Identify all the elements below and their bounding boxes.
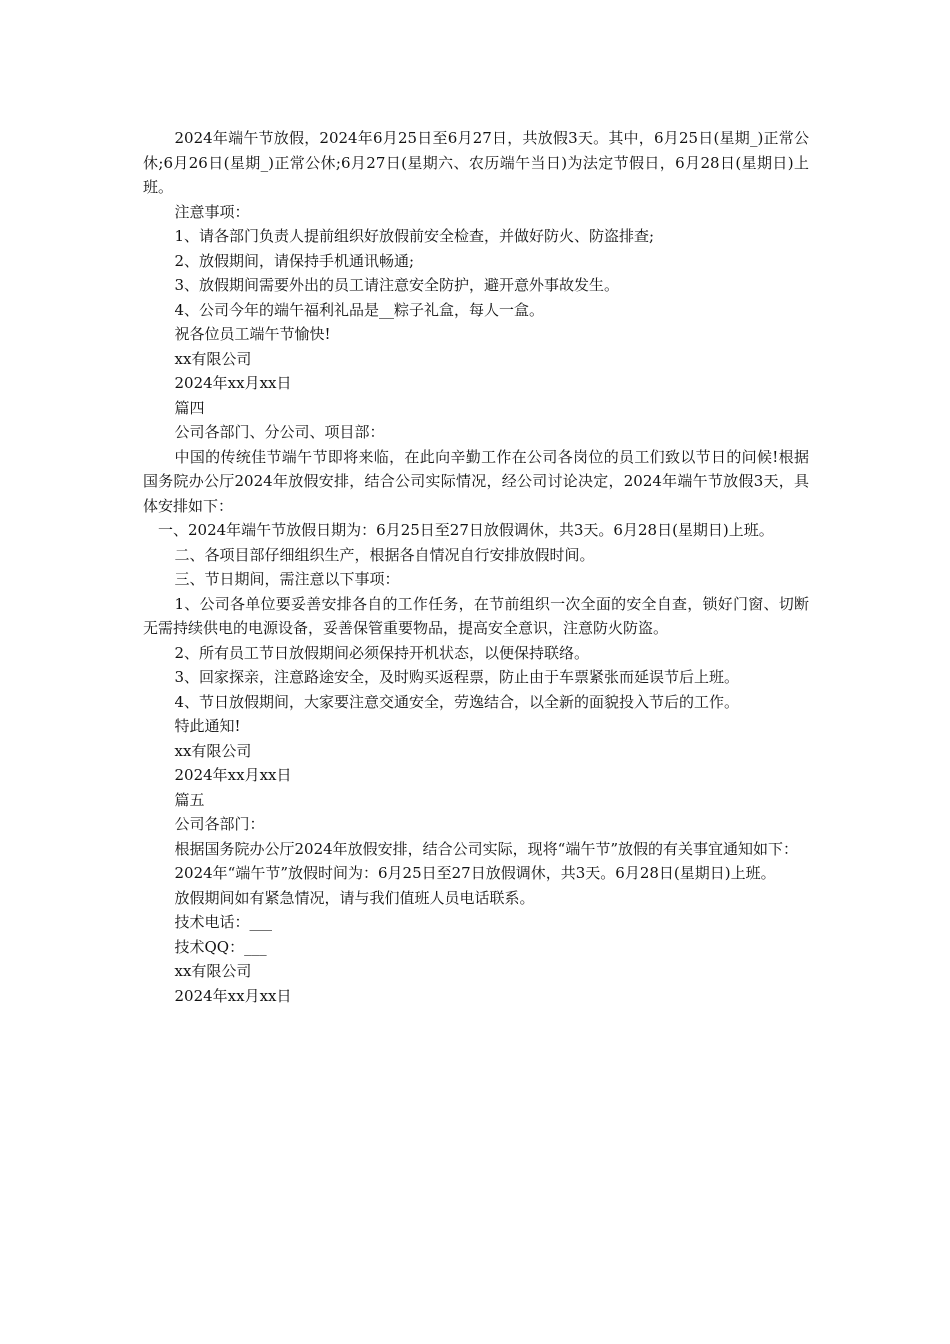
- paragraph-item-3: 三、节日期间，需注意以下事项：: [174, 570, 400, 588]
- document-body: [143, 126, 809, 1008]
- paragraph-note-2: 2、放假期间，请保持手机通讯畅通;: [174, 251, 415, 270]
- paragraph-recipients: 公司各部门、分公司、项目部：: [174, 423, 385, 441]
- paragraph-greeting: 祝各位员工端午节愉快!: [174, 325, 331, 343]
- section-title-5: 篇五: [174, 790, 205, 809]
- paragraph-intro: 根据国务院办公厅2024年放假安排，结合公司实际，现将“端午节”放假的有关事宜通知如下：: [174, 839, 799, 858]
- paragraph-subitem-4: 4、节日放假期间，大家要注意交通安全，劳逸结合，以全新的面貌投入节后的工作。: [174, 692, 740, 711]
- paragraph-intro: 中国的传统佳节端午节即将来临，在此向辛勤工作在公司各岗位的员工们致以节日的问候!根据国务院办公厅2024年放假安排，结合公司实际情况，经公司讨论决定，2024年端午节放假3天，具体安排如下：: [143, 447, 809, 515]
- paragraph-note-3: 3、放假期间需要外出的员工请注意安全防护，避开意外事故发生。: [174, 276, 620, 294]
- paragraph-subitem-3: 3、回家探亲，注意路途安全，及时购买返程票，防止由于车票紧张而延误节后上班。: [174, 668, 740, 686]
- signature-date: 2024年xx月xx日: [174, 374, 292, 392]
- paragraph-holiday-time: 2024年“端午节”放假时间为：6月25日至27日放假调休，共3天。6月28日(星期日)上班。: [174, 864, 776, 882]
- paragraph-notice-end: 特此通知!: [174, 717, 241, 735]
- signature-date: 2024年xx月xx日: [174, 766, 292, 784]
- tech-phone-line: 技术电话：___: [174, 913, 273, 931]
- paragraph-emergency-contact: 放假期间如有紧急情况，请与我们值班人员电话联系。: [174, 888, 535, 907]
- company-signature: xx有限公司: [174, 741, 252, 760]
- paragraph-item-1: 一、2024年端午节放假日期为：6月25日至27日放假调休，共3天。6月28日(星期日)上班。: [158, 521, 774, 539]
- paragraph-notes-heading: 注意事项：: [174, 202, 250, 221]
- section-title-4: 篇四: [174, 398, 205, 417]
- company-signature: xx有限公司: [174, 349, 252, 368]
- signature-date: 2024年xx月xx日: [174, 986, 292, 1005]
- paragraph-recipients: 公司各部门：: [174, 815, 265, 833]
- paragraph-item-2: 二、各项目部仔细组织生产，根据各自情况自行安排放假时间。: [174, 545, 595, 564]
- company-signature: xx有限公司: [174, 962, 252, 980]
- paragraph-note-1: 1、请各部门负责人提前组织好放假前安全检查，并做好防火、防盗排查;: [174, 227, 655, 245]
- paragraph-subitem-2: 2、所有员工节日放假期间必须保持开机状态，以便保持联络。: [174, 643, 590, 662]
- paragraph-note-4: 4、公司今年的端午福利礼品是__粽子礼盒，每人一盒。: [174, 300, 545, 319]
- paragraph-holiday-schedule: 2024年端午节放假，2024年6月25日至6月27日，共放假3天。其中，6月25日(星期_)正常公休;6月26日(星期_)正常公休;6月27日(星期六、农历端午当日)为法定节假日，6月28日(星期日)上班。: [143, 129, 809, 196]
- tech-qq-line: 技术QQ：___: [174, 937, 267, 956]
- paragraph-subitem-1: 1、公司各单位要妥善安排各自的工作任务，在节前组织一次全面的安全自查，锁好门窗、切断无需持续供电的电源设备，妥善保管重要物品，提高安全意识，注意防火防盗。: [143, 594, 809, 637]
